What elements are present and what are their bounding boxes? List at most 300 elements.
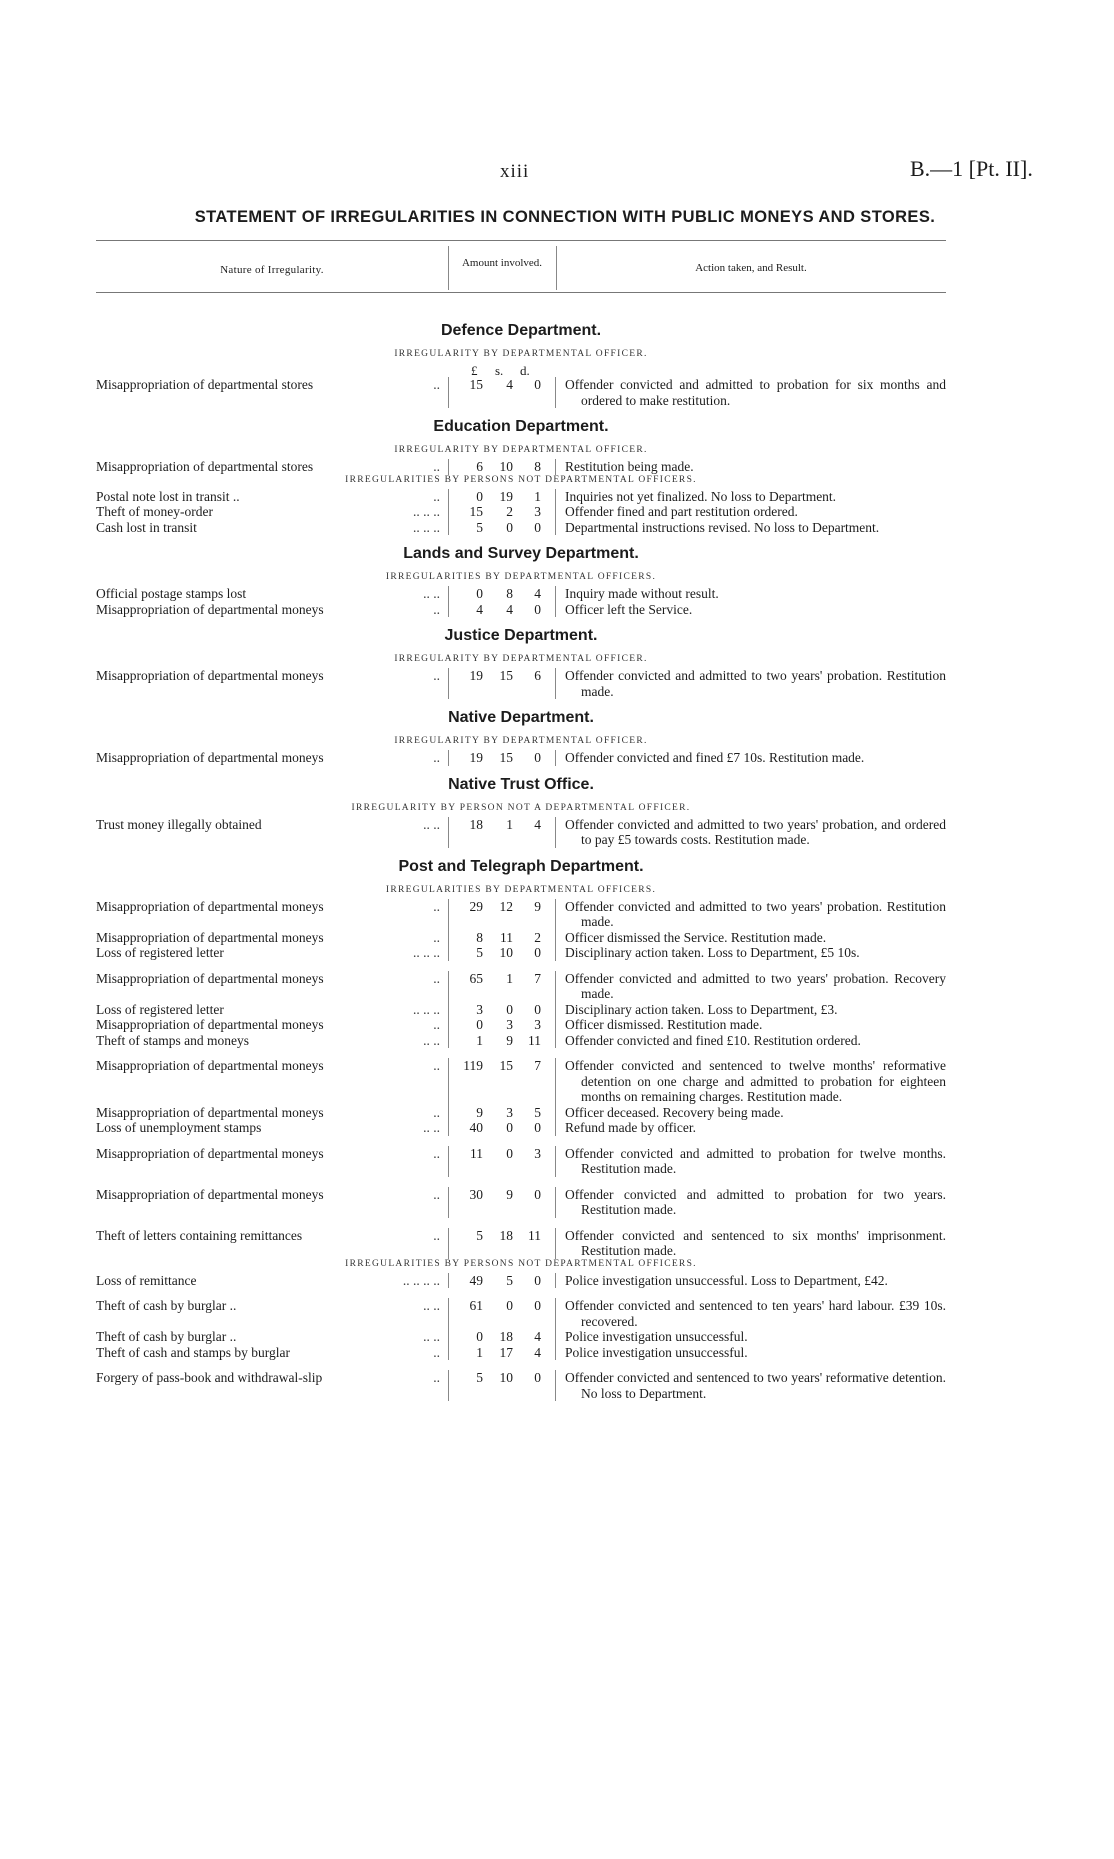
dot-leader: ..	[433, 929, 440, 945]
amount-pounds: 1	[476, 1344, 483, 1360]
dot-leader: .. ..	[423, 1120, 440, 1135]
action-text: Officer dismissed. Restitution made.	[565, 1017, 763, 1032]
amount-pounds: 5	[476, 1227, 483, 1243]
page-number: xiii	[500, 161, 530, 182]
amount-pence: 7	[534, 970, 541, 986]
amount-shillings: 10	[499, 459, 513, 474]
group-heading: IRREGULARITY BY PERSON NOT A DEPARTMENTAL OFFICER.	[351, 802, 691, 813]
nature-text: Misappropriation of departmental moneys	[96, 750, 324, 765]
nature-text: Theft of stamps and moneys	[96, 1032, 249, 1048]
amount-cell	[448, 1105, 556, 1121]
nature-text: Theft of cash by burglar ..	[96, 1329, 237, 1344]
amount-cell	[448, 1329, 556, 1345]
action-cell	[556, 1002, 946, 1018]
amount-cell	[448, 750, 556, 766]
action-cell	[556, 945, 946, 961]
nature-cell	[96, 1105, 448, 1121]
amount-cell	[448, 1228, 556, 1259]
action-text: Police investigation unsuccessful.	[565, 1329, 748, 1344]
nature-text: Loss of registered letter	[96, 1001, 224, 1017]
amount-pounds: 30	[469, 1186, 483, 1202]
amount-shillings: 19	[499, 488, 513, 504]
amount-pounds: 40	[469, 1120, 483, 1135]
amount-pounds: 119	[463, 1058, 483, 1073]
department-heading: Defence Department.	[440, 322, 602, 339]
amount-shillings: 15	[499, 750, 513, 765]
table-row	[96, 1187, 946, 1218]
action-cell	[556, 1105, 946, 1121]
table-row	[96, 1033, 946, 1049]
table-row	[96, 1298, 946, 1329]
amount-cell	[448, 586, 556, 602]
amount-pence: 3	[534, 1017, 541, 1032]
column-header-nature: Nature of Irregularity.	[220, 264, 324, 276]
action-cell	[556, 459, 946, 475]
group-heading: IRREGULARITIES BY PERSONS NOT DEPARTMENTAL OFFICERS.	[345, 474, 697, 485]
nature-cell	[96, 1002, 448, 1018]
nature-cell	[96, 504, 448, 520]
amount-pounds: 5	[476, 945, 483, 960]
pounds-unit: £	[471, 363, 478, 378]
table-row	[96, 668, 946, 699]
action-cell	[556, 1329, 946, 1345]
dot-leader: ..	[433, 1145, 440, 1161]
shillings-unit: s.	[495, 363, 504, 378]
amount-pence: 0	[534, 601, 541, 617]
amount-shillings: 18	[499, 1329, 513, 1344]
amount-cell	[448, 899, 556, 930]
amount-cell	[448, 1187, 556, 1218]
action-text: Offender convicted and admitted to two years' probation. Restitution made.	[565, 668, 946, 699]
amount-pounds: 3	[476, 1001, 483, 1017]
table-row	[96, 899, 946, 930]
action-text: Inquiry made without result.	[565, 586, 719, 601]
column-header-amount: Amount involved.	[461, 257, 543, 269]
amount-cell	[448, 971, 556, 1002]
page-title: STATEMENT OF IRREGULARITIES IN CONNECTION WITH PUBLIC MONEYS AND STORES.	[194, 208, 936, 226]
action-cell	[556, 504, 946, 520]
amount-cell	[448, 459, 556, 475]
table-row	[96, 1329, 946, 1345]
group-heading: IRREGULARITIES BY DEPARTMENTAL OFFICERS.	[385, 884, 657, 895]
table-row	[96, 504, 946, 520]
amount-shillings: 9	[506, 1032, 513, 1048]
amount-pounds: 15	[469, 504, 483, 519]
action-text: Police investigation unsuccessful.	[565, 1344, 748, 1360]
amount-pounds: 0	[476, 1017, 483, 1032]
table-row	[96, 750, 946, 766]
nature-text: Misappropriation of departmental moneys	[96, 1186, 324, 1202]
department-heading: Lands and Survey Department.	[403, 545, 639, 562]
amount-pounds: 4	[476, 601, 483, 617]
amount-shillings: 0	[506, 1298, 513, 1313]
action-cell	[556, 489, 946, 505]
amount-pence: 7	[534, 1058, 541, 1073]
amount-pounds: 19	[469, 750, 483, 765]
amount-shillings: 1	[506, 816, 513, 832]
amount-pounds: 5	[476, 1370, 483, 1385]
amount-pence: 0	[534, 945, 541, 960]
amount-shillings: 0	[506, 1120, 513, 1135]
action-cell	[556, 971, 946, 1002]
nature-cell	[96, 1298, 448, 1329]
column-header-action: Action taken, and Result.	[695, 262, 807, 274]
amount-pence: 4	[534, 586, 541, 601]
action-cell	[556, 1298, 946, 1329]
action-text: Offender convicted and fined £7 10s. Restitution made.	[565, 750, 865, 765]
dot-leader: ..	[433, 459, 440, 474]
amount-pounds: 5	[476, 519, 483, 535]
nature-text: Misappropriation of departmental moneys	[96, 1058, 324, 1073]
dot-leader: ..	[433, 970, 440, 986]
amount-pence: 8	[534, 459, 541, 474]
action-text: Offender convicted and admitted to two years' probation, and ordered to pay £5 towards costs. Restitution made.	[565, 816, 946, 847]
amount-shillings: 17	[499, 1344, 513, 1360]
table-row	[96, 945, 946, 961]
amount-cell	[448, 489, 556, 505]
dot-leader: ..	[433, 668, 440, 683]
dot-leader: .. ..	[423, 1298, 440, 1313]
table-row	[96, 1228, 946, 1259]
amount-pence: 0	[534, 1120, 541, 1135]
action-cell	[556, 899, 946, 930]
action-cell	[556, 1120, 946, 1136]
dot-leader: ..	[433, 750, 440, 765]
department-heading: Native Trust Office.	[448, 775, 594, 793]
table-row	[96, 971, 946, 1002]
action-cell	[556, 1228, 946, 1259]
department-heading: Post and Telegraph Department.	[398, 857, 644, 875]
action-text: Offender convicted and admitted to two years' probation. Restitution made.	[565, 898, 946, 929]
amount-pounds: 6	[476, 459, 483, 474]
table-row	[96, 459, 946, 475]
action-cell	[556, 817, 946, 848]
department-heading: Native Department.	[448, 709, 594, 726]
table-row	[96, 1370, 946, 1401]
table-row	[96, 1002, 946, 1018]
nature-text: Theft of cash and stamps by burglar	[96, 1344, 290, 1360]
nature-text: Misappropriation of departmental moneys	[96, 1104, 324, 1120]
dot-leader: .. ..	[423, 586, 440, 601]
nature-cell	[96, 1273, 448, 1289]
amount-shillings: 12	[499, 898, 513, 914]
amount-pounds: 11	[470, 1145, 483, 1161]
amount-pounds: 49	[469, 1272, 483, 1288]
amount-pence: 0	[534, 1001, 541, 1017]
nature-cell	[96, 1228, 448, 1259]
amount-pounds: 8	[476, 929, 483, 945]
nature-cell	[96, 586, 448, 602]
nature-text: Trust money illegally obtained	[96, 816, 262, 832]
table-row	[96, 1105, 946, 1121]
amount-pounds: 29	[469, 898, 483, 914]
table-row	[96, 930, 946, 946]
currency-units-row	[96, 363, 946, 377]
amount-cell	[448, 1120, 556, 1136]
action-cell	[556, 1146, 946, 1177]
nature-text: Misappropriation of departmental moneys	[96, 668, 324, 683]
action-cell	[556, 520, 946, 536]
table-header	[96, 240, 946, 292]
action-text: Departmental instructions revised. No loss to Department.	[565, 519, 880, 535]
pence-unit: d.	[520, 363, 530, 378]
amount-cell	[448, 1017, 556, 1033]
action-cell	[556, 1273, 946, 1289]
table-row	[96, 1017, 946, 1033]
nature-text: Postal note lost in transit ..	[96, 488, 240, 504]
dot-leader: ..	[433, 1186, 440, 1202]
amount-pence: 11	[528, 1227, 541, 1243]
nature-text: Theft of money-order	[96, 504, 213, 519]
dot-leader: .. ..	[423, 1032, 440, 1048]
amount-cell	[448, 1298, 556, 1329]
dot-leader: .. .. ..	[413, 945, 440, 960]
action-cell	[556, 1187, 946, 1218]
action-cell	[556, 1370, 946, 1401]
table-row	[96, 586, 946, 602]
table-row	[96, 1058, 946, 1105]
action-text: Disciplinary action taken. Loss to Department, £3.	[565, 1001, 838, 1017]
action-text: Offender convicted and sentenced to six months' imprisonment. Restitution made.	[565, 1227, 946, 1258]
amount-pence: 1	[534, 488, 541, 504]
action-text: Officer deceased. Recovery being made.	[565, 1104, 784, 1120]
dot-leader: ..	[433, 1344, 440, 1360]
amount-shillings: 10	[499, 945, 513, 960]
amount-cell	[448, 1002, 556, 1018]
statement-body	[96, 312, 946, 1401]
table-row	[96, 489, 946, 505]
amount-shillings: 5	[506, 1272, 513, 1288]
nature-text: Misappropriation of departmental moneys	[96, 601, 324, 617]
group-heading: IRREGULARITY BY DEPARTMENTAL OFFICER.	[394, 445, 648, 455]
amount-pence: 0	[534, 377, 541, 392]
action-text: Offender convicted and admitted to two years' probation. Recovery made.	[565, 970, 946, 1001]
dot-leader: .. .. ..	[413, 1001, 440, 1017]
group-heading: IRREGULARITY BY DEPARTMENTAL OFFICER.	[394, 736, 648, 746]
dot-leader: ..	[433, 1227, 440, 1243]
dot-leader: .. ..	[423, 1329, 440, 1344]
nature-cell	[96, 602, 448, 618]
amount-pence: 2	[534, 929, 541, 945]
amount-shillings: 3	[506, 1104, 513, 1120]
amount-pounds: 0	[476, 1329, 483, 1344]
action-text: Offender convicted and admitted to probation for six months and ordered to make restitution.	[565, 377, 946, 408]
amount-cell	[448, 602, 556, 618]
amount-pence: 0	[534, 750, 541, 765]
amount-pounds: 61	[469, 1298, 483, 1313]
nature-cell	[96, 377, 448, 408]
amount-cell	[448, 945, 556, 961]
amount-pence: 4	[534, 816, 541, 832]
amount-cell	[448, 1033, 556, 1049]
department-heading: Justice Department.	[444, 627, 598, 644]
amount-pounds: 1	[476, 1032, 483, 1048]
amount-pence: 3	[534, 504, 541, 519]
nature-cell	[96, 668, 448, 699]
action-text: Officer dismissed the Service. Restitution made.	[565, 929, 827, 945]
action-text: Offender convicted and admitted to probation for two years. Restitution made.	[565, 1186, 946, 1217]
dot-leader: .. ..	[423, 816, 440, 832]
dot-leader: ..	[433, 377, 440, 392]
nature-text: Misappropriation of departmental moneys	[96, 898, 324, 914]
action-cell	[556, 1345, 946, 1361]
group-heading: IRREGULARITIES BY PERSONS NOT DEPARTMENTAL OFFICERS.	[345, 1258, 697, 1269]
amount-shillings: 3	[506, 1017, 513, 1032]
amount-pence: 11	[528, 1032, 541, 1048]
nature-cell	[96, 1187, 448, 1218]
nature-cell	[96, 971, 448, 1002]
amount-pounds: 15	[469, 377, 483, 392]
amount-shillings: 4	[506, 377, 513, 392]
amount-cell	[448, 1370, 556, 1401]
amount-shillings: 15	[499, 1058, 513, 1073]
amount-cell	[448, 668, 556, 699]
action-text: Restitution being made.	[565, 459, 694, 474]
nature-cell	[96, 1058, 448, 1105]
amount-shillings: 9	[506, 1186, 513, 1202]
nature-cell	[96, 899, 448, 930]
amount-cell	[448, 817, 556, 848]
nature-text: Loss of unemployment stamps	[96, 1120, 262, 1135]
nature-cell	[96, 520, 448, 536]
amount-pounds: 65	[469, 970, 483, 986]
dot-leader: ..	[433, 488, 440, 504]
action-text: Police investigation unsuccessful. Loss to Department, £42.	[565, 1272, 888, 1288]
table-row	[96, 1120, 946, 1136]
table-row	[96, 1146, 946, 1177]
dot-leader: ..	[433, 601, 440, 617]
nature-text: Cash lost in transit	[96, 519, 197, 535]
action-text: Refund made by officer.	[565, 1120, 696, 1135]
action-cell	[556, 668, 946, 699]
amount-cell	[448, 1273, 556, 1289]
amount-shillings: 8	[506, 586, 513, 601]
group-heading: IRREGULARITIES BY DEPARTMENTAL OFFICERS.	[385, 572, 657, 582]
nature-cell	[96, 1146, 448, 1177]
table-row	[96, 377, 946, 408]
dot-leader: ..	[433, 1104, 440, 1120]
action-cell	[556, 602, 946, 618]
amount-pence: 0	[534, 1186, 541, 1202]
amount-shillings: 10	[499, 1370, 513, 1385]
action-text: Offender convicted and sentenced to two years' reformative detention. No loss to Department.	[565, 1370, 946, 1401]
nature-text: Theft of letters containing remittances	[96, 1227, 303, 1243]
nature-cell	[96, 1017, 448, 1033]
action-cell	[556, 586, 946, 602]
nature-text: Loss of registered letter	[96, 945, 224, 960]
nature-cell	[96, 1033, 448, 1049]
nature-text: Loss of remittance	[96, 1272, 197, 1288]
amount-pounds: 19	[469, 668, 483, 683]
amount-pence: 0	[534, 519, 541, 535]
amount-cell	[448, 520, 556, 536]
department-heading: Education Department.	[433, 418, 609, 435]
dot-leader: .. .. ..	[413, 519, 440, 535]
document-reference: B.—1 [Pt. II].	[910, 156, 1033, 181]
nature-text: Misappropriation of departmental moneys	[96, 1017, 324, 1032]
nature-cell	[96, 489, 448, 505]
nature-text: Theft of cash by burglar ..	[96, 1298, 237, 1313]
amount-pence: 0	[534, 1272, 541, 1288]
table-row	[96, 817, 946, 848]
amount-shillings: 0	[506, 1001, 513, 1017]
dot-leader: ..	[433, 898, 440, 914]
amount-cell	[448, 1146, 556, 1177]
nature-text: Misappropriation of departmental moneys	[96, 929, 324, 945]
nature-cell	[96, 817, 448, 848]
dot-leader: ..	[433, 1017, 440, 1032]
action-text: Offender convicted and fined £10. Restitution ordered.	[565, 1032, 861, 1048]
nature-text: Misappropriation of departmental moneys	[96, 1145, 324, 1161]
table-row	[96, 520, 946, 536]
amount-shillings: 0	[506, 1145, 513, 1161]
action-cell	[556, 1058, 946, 1105]
nature-text: Misappropriation of departmental stores	[96, 377, 314, 392]
nature-text: Forgery of pass-book and withdrawal-slip	[96, 1370, 323, 1385]
amount-cell	[448, 930, 556, 946]
amount-pence: 9	[534, 898, 541, 914]
amount-pounds: 9	[476, 1104, 483, 1120]
dot-leader: .. .. ..	[413, 504, 440, 519]
amount-pence: 4	[534, 1329, 541, 1344]
action-cell	[556, 1017, 946, 1033]
nature-cell	[96, 945, 448, 961]
action-text: Officer left the Service.	[565, 601, 693, 617]
action-cell	[556, 750, 946, 766]
nature-text: Misappropriation of departmental stores	[96, 459, 314, 474]
action-text: Offender fined and part restitution ordered.	[565, 504, 798, 519]
amount-pence: 6	[534, 668, 541, 683]
table-row	[96, 1345, 946, 1361]
action-text: Inquiries not yet finalized. No loss to Department.	[565, 488, 837, 504]
table-row	[96, 602, 946, 618]
action-cell	[556, 377, 946, 408]
action-text: Offender convicted and sentenced to ten years' hard labour. £39 10s. recovered.	[565, 1298, 946, 1329]
nature-cell	[96, 1370, 448, 1401]
amount-shillings: 1	[506, 970, 513, 986]
action-cell	[556, 930, 946, 946]
table-row	[96, 1273, 946, 1289]
amount-shillings: 4	[506, 601, 513, 617]
nature-cell	[96, 1120, 448, 1136]
group-heading: IRREGULARITY BY DEPARTMENTAL OFFICER.	[394, 654, 648, 664]
action-cell	[556, 1033, 946, 1049]
dot-leader: ..	[433, 1058, 440, 1073]
nature-cell	[96, 1345, 448, 1361]
amount-pence: 4	[534, 1344, 541, 1360]
amount-shillings: 2	[506, 504, 513, 519]
amount-pence: 0	[534, 1298, 541, 1313]
action-text: Offender convicted and admitted to probation for twelve months. Restitution made.	[565, 1145, 946, 1176]
amount-pence: 3	[534, 1145, 541, 1161]
nature-cell	[96, 930, 448, 946]
nature-cell	[96, 1329, 448, 1345]
amount-shillings: 18	[499, 1227, 513, 1243]
amount-pounds: 0	[476, 488, 483, 504]
amount-shillings: 15	[499, 668, 513, 683]
amount-cell	[448, 1345, 556, 1361]
amount-pence: 0	[534, 1370, 541, 1385]
action-text: Offender convicted and sentenced to twelve months' reformative detention on one charge and admitted to probation for eighteen months on remaining charges. Restitution made.	[565, 1058, 946, 1104]
dot-leader: ..	[433, 1370, 440, 1385]
nature-cell	[96, 459, 448, 475]
group-heading: IRREGULARITY BY DEPARTMENTAL OFFICER.	[394, 349, 648, 359]
amount-pounds: 0	[476, 586, 483, 601]
dot-leader: .. .. .. ..	[402, 1272, 440, 1288]
nature-text: Misappropriation of departmental moneys	[96, 970, 324, 986]
amount-pounds: 18	[469, 816, 483, 832]
amount-pence: 5	[534, 1104, 541, 1120]
